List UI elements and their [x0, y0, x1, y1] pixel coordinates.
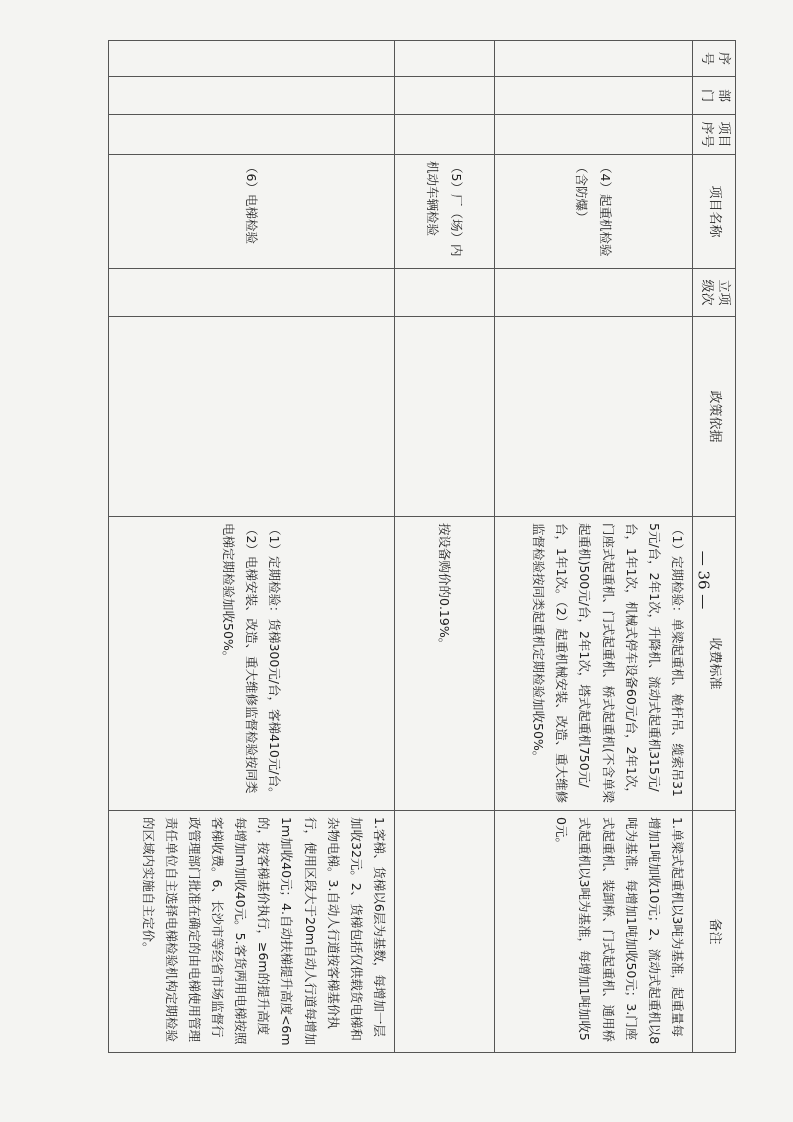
cell-dept	[495, 77, 693, 115]
cell-policy	[395, 317, 495, 517]
header-standard: 收费标准	[693, 517, 736, 811]
table-row	[109, 41, 395, 1053]
cell-seq	[395, 41, 495, 77]
header-item-name: 项目名称	[693, 155, 736, 269]
cell-seq	[495, 41, 693, 77]
page-number-text: — 36 —	[694, 550, 712, 610]
header-item-no: 项目序号	[693, 115, 736, 155]
cell-level	[109, 269, 395, 317]
cell-item-no	[109, 115, 395, 155]
header-remarks: 备注	[693, 811, 736, 1053]
cell-standard: （1）定期检验：单梁起重机、桅杆吊、缆索吊315元/台，2年1次，升降机、流动式起重机315元/台，1年1次，机械式停车设备60元/台，2年1次，门座式起重机、门式起重机、桥式起重机(不含单梁起重机)500元/台，2年1次，塔式起重机750元/台，1年1次。（2）起重机械安装、改造、重大维修监督检验按同类起重机定期检验加收50%。	[495, 517, 693, 811]
cell-item-name: （5）厂（场）内机动车辆检验	[395, 155, 495, 269]
cell-standard: 按设备购价的0.19%。	[395, 517, 495, 811]
table-row	[495, 41, 693, 1053]
rotated-fee-table-container	[116, 40, 736, 1052]
cell-item-name: （6）电梯检验	[109, 155, 395, 269]
table-row	[395, 41, 495, 1053]
cell-item-no	[495, 115, 693, 155]
cell-remarks: 1.单梁式起重机以3吨为基准，起重量每增加1吨加收10元；2、流动式起重机以8吨为基准，每增加1吨加收50元；3.门座式起重机、装卸桥、门式起重机、通用桥式起重机以3吨为基准，每增加1吨加收50元。	[495, 811, 693, 1053]
cell-policy	[109, 317, 395, 517]
table-header-row	[693, 41, 736, 1053]
header-policy: 政策依据	[693, 317, 736, 517]
header-dept: 部门	[693, 77, 736, 115]
cell-dept	[395, 77, 495, 115]
cell-dept	[109, 77, 395, 115]
cell-policy	[495, 317, 693, 517]
fee-table	[108, 40, 736, 1053]
page-number	[683, 550, 723, 610]
cell-remarks: 1.客梯、货梯以6层为基数，每增加一层加收32元。2、货梯包括仅供载货电梯和杂物电梯。3.自动人行道按客梯基价执行，使用区段大于20m自动人行道每增加1m加收40元；4.自动扶梯提升高度<6m的，按客梯基价执行，≥6m的提升高度每增加m加收40元。5.客货两用电梯按照客梯收费。6、长沙市等经省市场监督行政管理部门批准在确定的由电梯使用管理责任单位自主选择电梯检验机构定期检验的区域内实施自主定价。	[109, 811, 395, 1053]
header-level: 立项级次	[693, 269, 736, 317]
header-seq: 序号	[693, 41, 736, 77]
cell-level	[495, 269, 693, 317]
cell-standard: （1）定期检验：货梯300元/台，客梯410元/台。（2）电梯安装、改造、重大维修监督检验按同类电梯定期检验加收50%。	[109, 517, 395, 811]
cell-remarks	[395, 811, 495, 1053]
cell-level	[395, 269, 495, 317]
cell-seq	[109, 41, 395, 77]
cell-item-no	[395, 115, 495, 155]
cell-item-name: （4）起重机检验（含防爆）	[495, 155, 693, 269]
